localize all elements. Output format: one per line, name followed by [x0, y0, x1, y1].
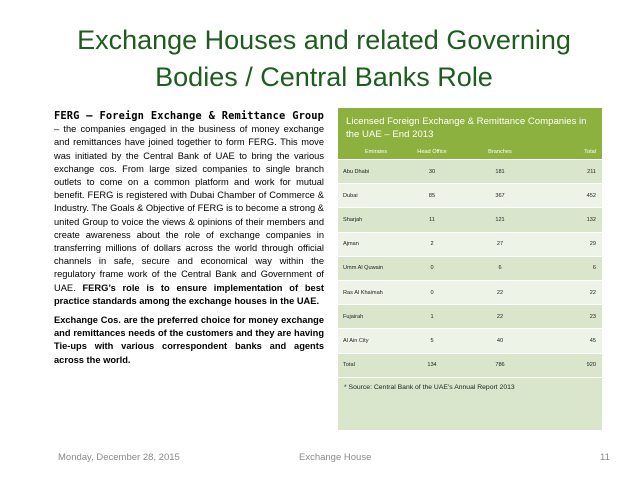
- ferg-paragraph: [54, 110, 324, 308]
- table-row: [338, 183, 602, 207]
- table-cell: Fujairah: [343, 313, 364, 320]
- table-cell: 211: [587, 168, 596, 175]
- ferg-heading: FERG – Foreign Exchange & Remittance Group: [54, 110, 324, 122]
- table-cell: Abu Dhabi: [343, 168, 370, 175]
- table-cell: 1: [430, 313, 434, 320]
- table-cell: 181: [495, 168, 505, 175]
- table-cell: 121: [495, 216, 505, 223]
- slide-title: [40, 22, 608, 96]
- table-cell: 0: [430, 265, 434, 272]
- footer-date: Monday, December 28, 2015: [58, 452, 180, 463]
- table-cell: 45: [589, 337, 596, 344]
- table-cell: 11: [429, 216, 435, 223]
- companies-table: [338, 108, 602, 430]
- table-cell: 134: [427, 362, 437, 369]
- table-cell: 30: [428, 168, 436, 175]
- table-cell: Umm Al Quwain: [343, 265, 384, 272]
- table-cell: Ajman: [343, 241, 359, 248]
- table-row: [338, 207, 602, 231]
- table-cell: 85: [428, 192, 436, 199]
- table-cell: 786: [495, 362, 505, 369]
- table-cell: 920: [586, 362, 596, 369]
- table-body: [338, 159, 602, 377]
- table-row: [338, 304, 602, 328]
- table-cell: 0: [430, 289, 434, 296]
- table-source-note: * Source: Central Bank of the UAE’s Annual Report 2013: [338, 377, 602, 397]
- ferg-role-text: FERG’s role is to ensure implementation of best practice standards among the exchange houses in the UAE.: [54, 282, 324, 306]
- table-cell: 367: [495, 192, 505, 199]
- table-cell: 23: [589, 313, 596, 320]
- table-cell: 40: [496, 337, 504, 344]
- table-cell: 132: [586, 216, 596, 223]
- ferg-description: [54, 110, 324, 373]
- column-header-total: Total: [584, 149, 596, 155]
- column-header-branches: Branches: [488, 149, 512, 155]
- table-cell: Dubai: [343, 192, 358, 199]
- table-cell: 22: [589, 289, 596, 296]
- table-title: Licensed Foreign Exchange & Remittance Companies in the UAE – End 2013: [338, 108, 602, 145]
- table-cell: 6: [498, 265, 502, 272]
- footer-title: Exchange House: [299, 452, 372, 463]
- table-cell: Al Ain City: [343, 337, 369, 344]
- table-row: [338, 353, 602, 377]
- page-number: 11: [600, 452, 610, 463]
- title-line-2: Bodies / Central Banks Role: [155, 62, 493, 92]
- table-row: [338, 256, 602, 280]
- table-cell: 2: [430, 241, 434, 248]
- table-row: [338, 280, 602, 304]
- table-cell: 22: [496, 313, 504, 320]
- ferg-text: – the companies engaged in the business of money exchange and remittances have joined together to form FERG. This move was initiated by the Central Bank of UAE to bring the various exchange cos. From large sized companies to single branch outlets to come on a common platform and work for mutual benefit. FERG is registered with Dubai Chamber of Commerce & Industry. The Goals & Objective of FERG is to become a strong & united Group to voice the views & opinions of their members and create awareness about the role of exchange companies in transferring millions of dollars across the world through official channels in safe, secure and economical way within the regulatory frame work of the Central Bank and Government of UAE.: [54, 124, 324, 293]
- table-row: [338, 328, 602, 352]
- table-cell: 5: [430, 337, 434, 344]
- table-cell: Ras Al Khaimah: [343, 289, 383, 296]
- table-cell: 6: [592, 265, 596, 272]
- table-row: [338, 159, 602, 183]
- table-cell: Total: [343, 362, 355, 369]
- column-header-emirates: Emirates: [364, 149, 388, 155]
- exchange-cos-paragraph: Exchange Cos. are the preferred choice for money exchange and remittances needs of the customers and they are having Tie-ups with various correspondent banks and agents across the world.: [54, 315, 324, 365]
- table-row: [338, 232, 602, 256]
- table-cell: 452: [586, 192, 596, 199]
- column-header-head-office: Head Office: [417, 149, 447, 155]
- table-column-headers: [338, 145, 602, 159]
- table-cell: 27: [496, 241, 504, 248]
- table-cell: Sharjah: [343, 216, 363, 223]
- title-line-1: Exchange Houses and related Governing: [77, 25, 571, 55]
- table-cell: 29: [589, 241, 596, 248]
- table-cell: 22: [496, 289, 504, 296]
